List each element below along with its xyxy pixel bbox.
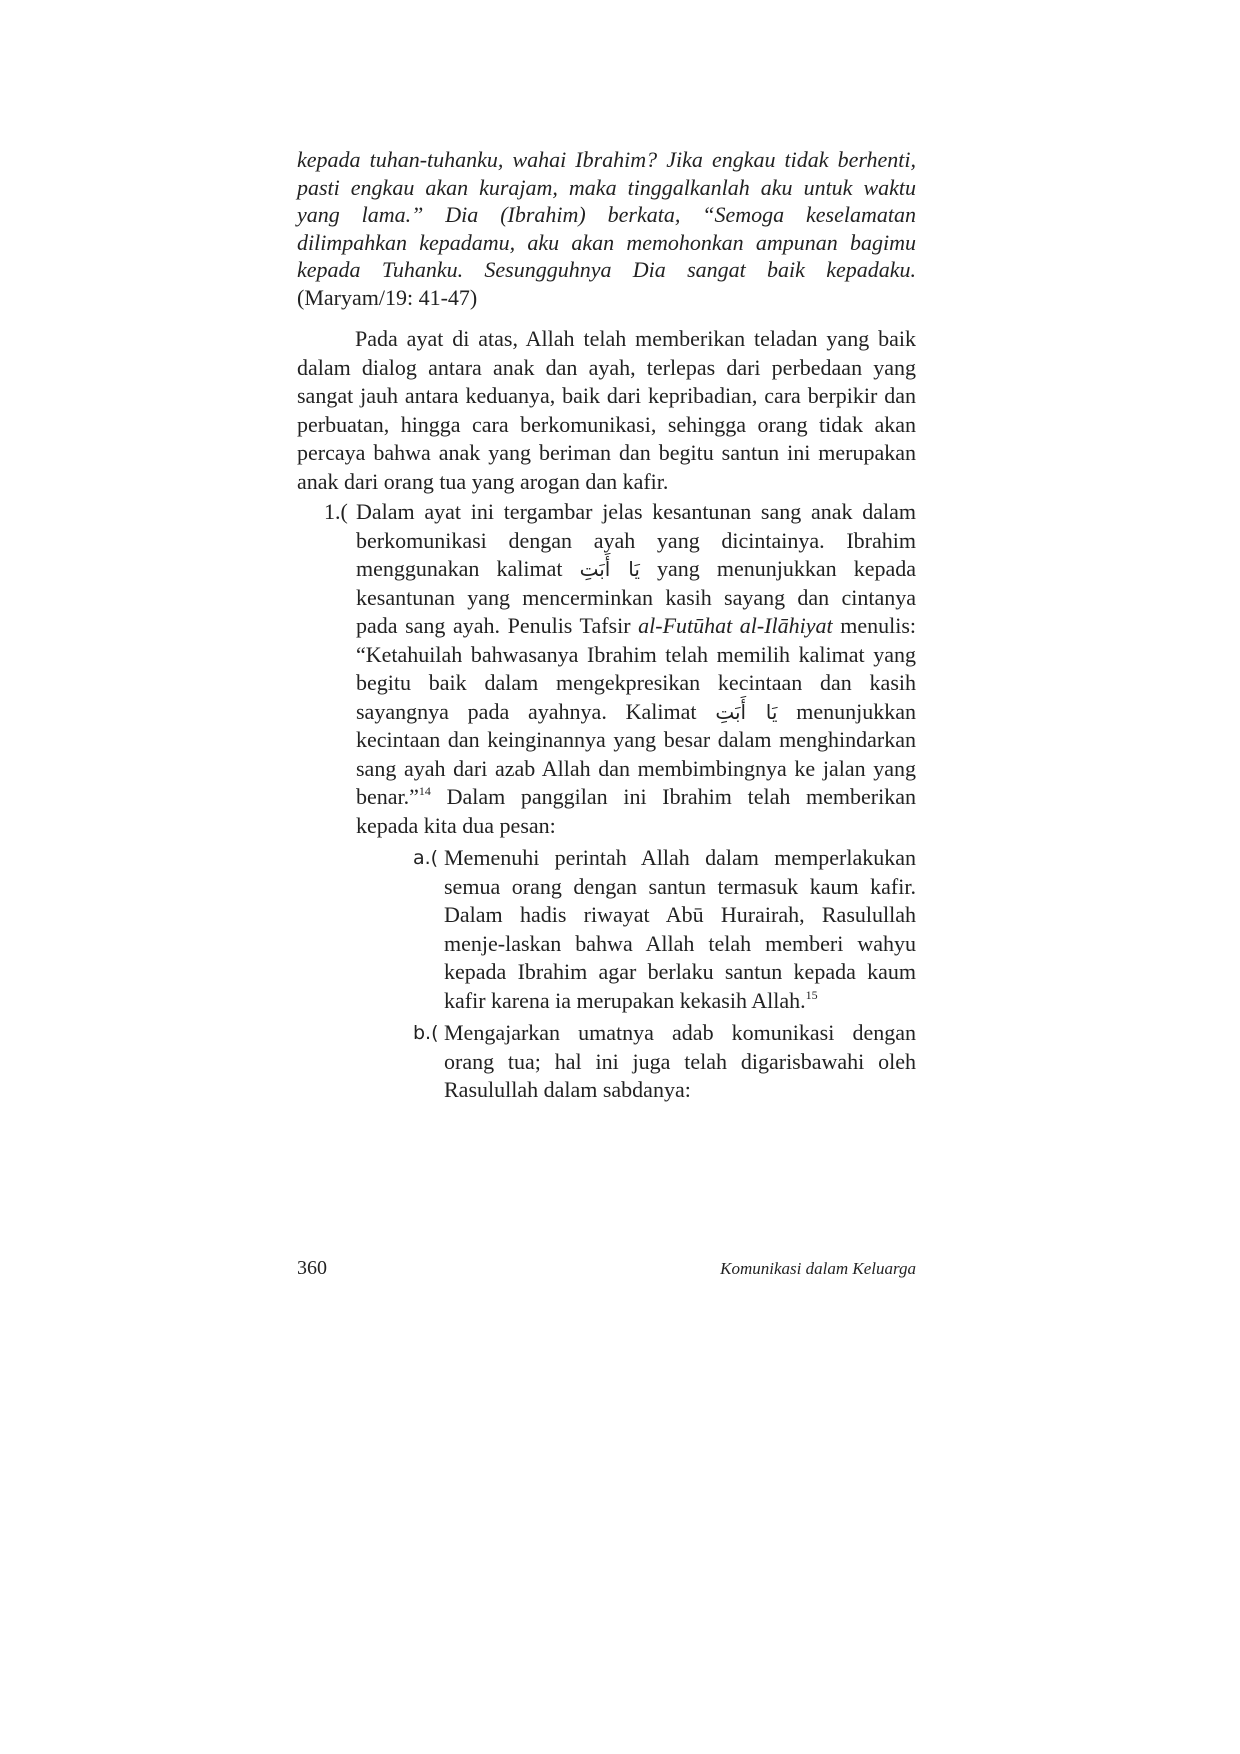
list-item-b-body: Mengajarkan umatnya adab komunikasi dengan orang tua; hal ini juga telah digarisbawahi oleh Rasulullah dalam sabdanya:: [444, 1020, 916, 1102]
page-body: [297, 146, 916, 1105]
item1-text-part1: Dalam ayat ini tergambar jelas kesantunan sang anak dalam berkomunikasi dengan ayah yang dicintainya. Ibrahim menggunakan kalimat: [356, 499, 916, 581]
running-title: Komunikasi dalam Keluarga: [720, 1259, 916, 1278]
item1-text-part2: yang menunjukkan kepada kesantunan yang mencerminkan kasih sayang dan cintanya pada sang ayah. Penulis Tafsir: [356, 556, 917, 638]
footnote-ref-15[interactable]: 15: [805, 987, 818, 1002]
list-marker-1: 1.(: [324, 499, 348, 524]
list-item-1-body: [356, 498, 916, 840]
quran-translation-quote: [297, 146, 916, 311]
page-number: 360: [297, 1257, 327, 1279]
list-item-a: [356, 844, 916, 1015]
quote-text: kepada tuhan-tuhanku, wahai Ibrahim? Jika engkau tidak berhenti, pasti engkau akan kurajam, maka tinggalkanlah aku untuk waktu yang lama.” Dia (Ibrahim) berkata, “Semoga keselamatan dilimpahkan kepadamu, aku akan memohonkan ampunan bagimu kepada Tuhanku. Sesungguhnya Dia sangat baik kepadaku.: [297, 147, 916, 282]
book-title: al-Futūhat al-Ilāhiyat: [638, 613, 833, 638]
arabic-phrase-ya-abati: يَا أَبَتِ: [579, 557, 640, 581]
list-marker-a: a.(: [413, 847, 439, 869]
list-item-b: [356, 1019, 916, 1105]
item1-text-part5: Dalam panggilan ini Ibrahim telah memberikan kepada kita dua pesan:: [356, 784, 916, 838]
footnote-ref-14[interactable]: 14: [418, 784, 431, 798]
list-item-a-text: Memenuhi perintah Allah dalam memperlakukan semua orang dengan santun termasuk kaum kafir. Dalam hadis riwayat Abū Hurairah, Rasulullah menje-laskan bahwa Allah telah memberi wahyu kepada Ibrahim agar berlaku santun kepada kaum kafir karena ia merupakan kekasih Allah.: [444, 845, 916, 1013]
list-item-a-body: [444, 844, 916, 1015]
item1-text-part3: menulis: “Ketahuilah bahwasanya Ibrahim telah memilih kalimat yang begitu baik dalam mengekpresikan kecintaan dan kasih sayangnya pada ayahnya. Kalimat: [356, 613, 917, 724]
arabic-phrase-ya-abati-2: يَا أَبَتِ: [715, 699, 778, 724]
item1-text-part4: menunjukkan kecintaan dan keinginannya yang besar dalam menghindarkan sang ayah dari azab Allah dan membimbingnya ke jalan yang benar.”: [356, 698, 917, 809]
quote-reference: (Maryam/19: 41-47): [297, 284, 478, 310]
commentary-paragraph: Pada ayat di atas, Allah telah memberikan teladan yang baik dalam dialog antara anak dan ayah, terlepas dari perbedaan yang sangat jauh antara keduanya, baik dari kepribadian, cara berpikir dan perbuatan, hingga cara berkomunikasi, sehingga orang tidak akan percaya bahwa anak yang beriman dan begitu santun ini merupakan anak dari orang tua yang arogan dan kafir.: [297, 326, 916, 494]
list-item-1: [297, 498, 916, 1105]
list-marker-b: b.(: [413, 1022, 439, 1044]
